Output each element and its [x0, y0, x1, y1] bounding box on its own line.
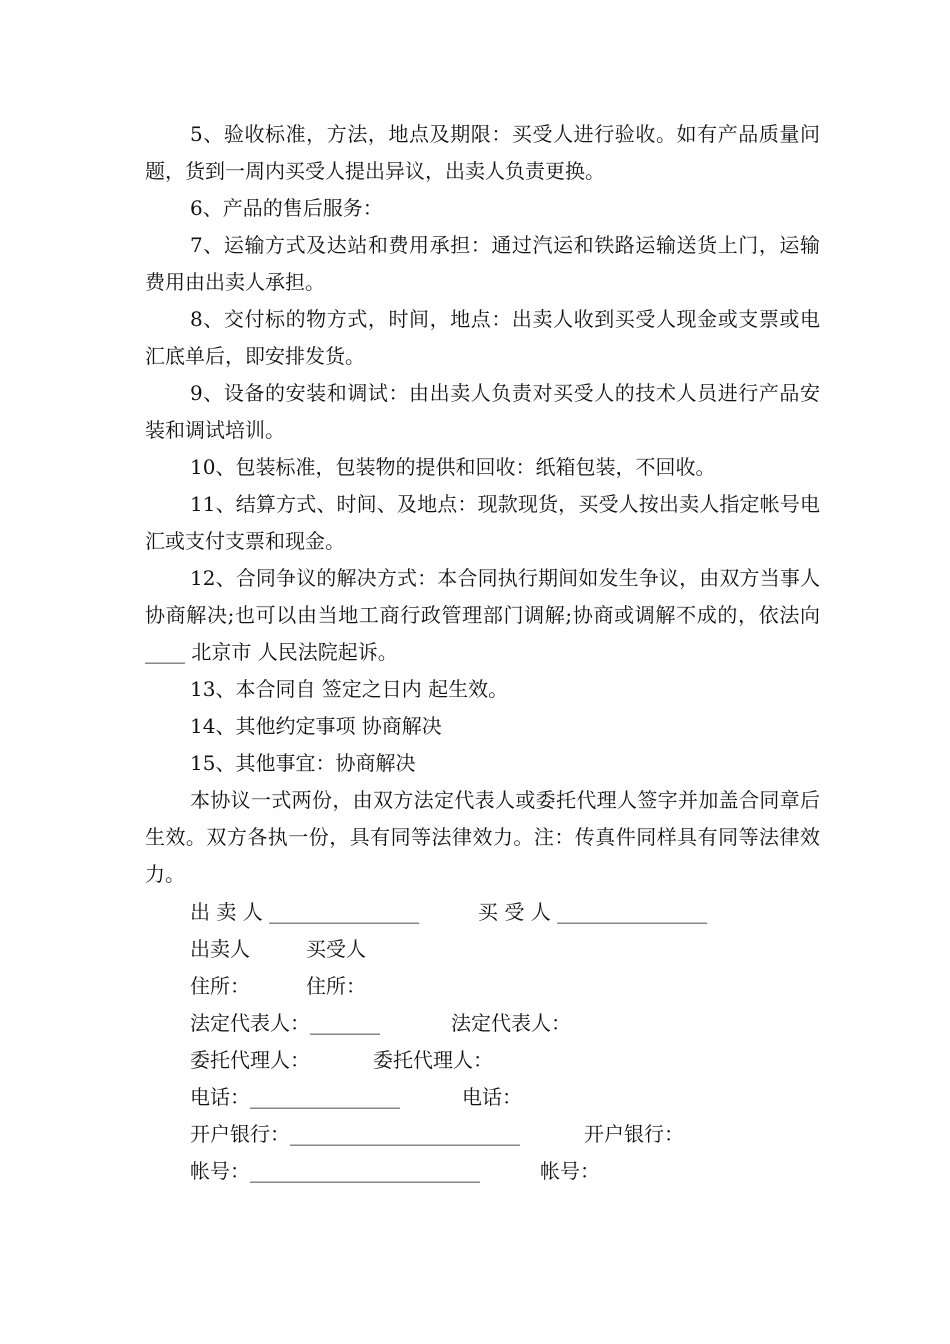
- buyer-address-label: 住所：: [306, 974, 366, 998]
- agreement-copies-note: 本协议一式两份，由双方法定代表人或委托代理人签字并加盖合同章后生效。双方各执一份，具有同等法律效力。注：传真件同样具有同等法律效力。: [145, 788, 820, 886]
- seller-address-label: 住所：: [190, 974, 250, 998]
- clause-10: 10、包装标准，包装物的提供和回收：纸箱包装，不回收。: [190, 455, 716, 479]
- signature-row-legal-rep: [190, 1005, 571, 1042]
- seller-account-field: 帐号：_______________________: [190, 1159, 480, 1183]
- seller-bank-field: 开户银行：_______________________: [190, 1122, 520, 1146]
- clause-11: 11、结算方式、时间、及地点：现款现货，买受人按出卖人指定帐号电汇或支付支票和现金。: [145, 492, 820, 553]
- clause-8: 8、交付标的物方式，时间，地点：出卖人收到买受人现金或支票或电汇底单后，即安排发货。: [145, 307, 820, 368]
- signature-row-agent: [190, 1042, 493, 1079]
- clause-12: 12、合同争议的解决方式：本合同执行期间如发生争议，由双方当事人协商解决;也可以由当地工商行政管理部门调解;协商或调解不成的，依法向 ____ 北京市 人民法院起诉。: [145, 566, 827, 664]
- signature-row-address: [190, 968, 366, 1005]
- signature-row-parties: [190, 894, 708, 931]
- buyer-agent-label: 委托代理人：: [373, 1048, 493, 1072]
- buyer-phone-label: 电话：: [462, 1085, 522, 1109]
- seller-legal-rep-field: 法定代表人：_______: [190, 1011, 380, 1035]
- signature-row-bank: [190, 1116, 684, 1153]
- seller-sign-field: 出 卖 人 _______________: [190, 900, 420, 924]
- clause-15: 15、其他事宜：协商解决: [190, 751, 416, 775]
- clause-13: 13、本合同自 签定之日内 起生效。: [190, 677, 509, 701]
- clause-6: 6、产品的售后服务：: [190, 196, 383, 220]
- buyer-account-label: 帐号：: [540, 1159, 600, 1183]
- signature-row-names: [190, 931, 366, 968]
- clause-7: 7、运输方式及达站和费用承担：通过汽运和铁路运输送货上门，运输费用由出卖人承担。: [145, 233, 820, 294]
- seller-agent-label: 委托代理人：: [190, 1048, 310, 1072]
- seller-label: 出卖人: [190, 937, 250, 961]
- signature-row-account: [190, 1153, 600, 1190]
- clause-9: 9、设备的安装和调试：由出卖人负责对买受人的技术人员进行产品安装和调试培训。: [145, 381, 820, 442]
- signature-block: [190, 894, 708, 1190]
- seller-phone-field: 电话：_______________: [190, 1085, 400, 1109]
- buyer-sign-field: 买 受 人 _______________: [478, 900, 708, 924]
- contract-clauses: [145, 116, 827, 893]
- clause-5: 5、验收标准，方法，地点及期限：买受人进行验收。如有产品质量问题，货到一周内买受人提出异议，出卖人负责更换。: [145, 122, 820, 183]
- signature-row-phone: [190, 1079, 522, 1116]
- buyer-label: 买受人: [306, 937, 366, 961]
- clause-14: 14、其他约定事项 协商解决: [190, 714, 442, 738]
- buyer-legal-rep-label: 法定代表人：: [451, 1011, 571, 1035]
- buyer-bank-label: 开户银行：: [584, 1122, 684, 1146]
